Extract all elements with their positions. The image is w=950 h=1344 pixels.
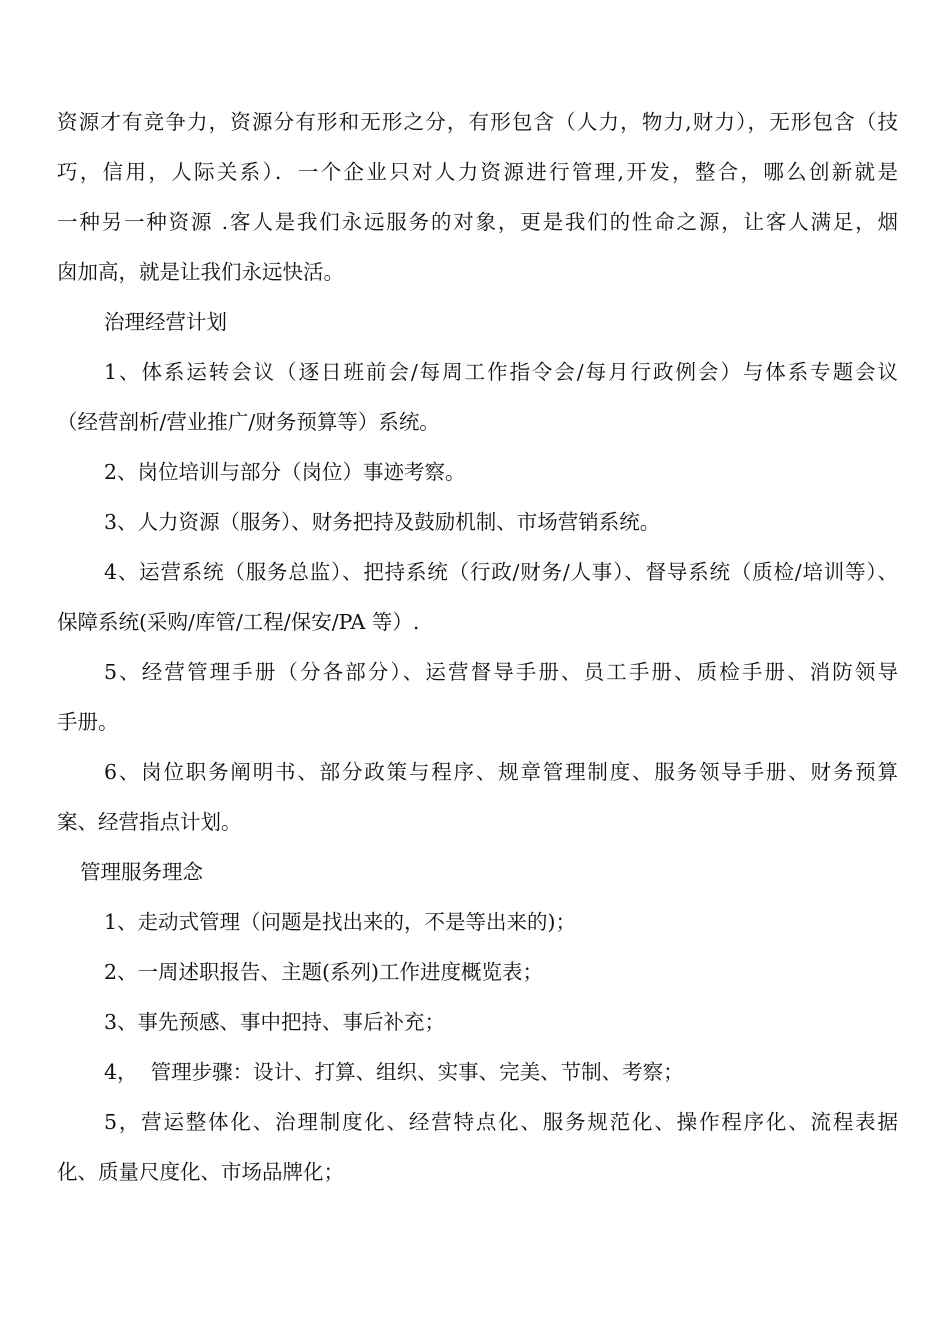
- plan-item-1-cont: （经营剖析/营业推广/财务预算等）系统。: [57, 410, 440, 434]
- philosophy-item-1: 1、走动式管理（问题是找出来的，不是等出来的)；: [104, 910, 577, 934]
- section-heading-philosophy: 管理服务理念: [80, 860, 203, 884]
- plan-item-2: 2、岗位培训与部分（岗位）事迹考察。: [104, 460, 466, 484]
- plan-item-6-cont: 案、经营指点计划。: [57, 810, 242, 834]
- philosophy-item-2: 2、一周述职报告、主题(系列)工作进度概览表；: [104, 960, 544, 984]
- section-heading-plan: 治理经营计划: [104, 310, 227, 334]
- plan-item-4: 4、运营系统（服务总监）、把持系统（行政/财务/人事）、督导系统（质检/培训等）、: [104, 560, 898, 584]
- philosophy-item-5: 5，营运整体化、治理制度化、经营特点化、服务规范化、操作程序化、流程表据: [104, 1110, 898, 1134]
- intro-line: 资源才有竞争力，资源分有形和无形之分，有形包含（人力，物力,财力），无形包含（技: [57, 110, 898, 134]
- intro-line: 巧，信用，人际关系）．一个企业只对人力资源进行管理,开发，整合，哪么创新就是: [57, 160, 898, 184]
- plan-item-5-cont: 手册。: [57, 710, 119, 734]
- philosophy-item-5-cont: 化、质量尺度化、市场品牌化；: [57, 1160, 344, 1184]
- intro-line: 囱加高，就是让我们永远快活。: [57, 260, 344, 284]
- philosophy-item-4: 4， 管理步骤：设计、打算、组织、实事、完美、节制、考察；: [104, 1060, 684, 1084]
- philosophy-item-3: 3、事先预感、事中把持、事后补充；: [104, 1010, 446, 1034]
- plan-item-3: 3、人力资源（服务）、财务把持及鼓励机制、市场营销系统。: [104, 510, 661, 534]
- plan-item-1: 1、体系运转会议（逐日班前会/每周工作指令会/每月行政例会）与体系专题会议: [104, 360, 898, 384]
- intro-line: 一种另一种资源 .客人是我们永远服务的对象，更是我们的性命之源，让客人满足，烟: [57, 210, 898, 234]
- plan-item-4-cont: 保障系统(采购/库管/工程/保安/PA 等）.: [57, 610, 420, 634]
- plan-item-5: 5、经营管理手册（分各部分）、运营督导手册、员工手册、质检手册、消防领导: [104, 660, 898, 684]
- plan-item-6: 6、岗位职务阐明书、部分政策与程序、规章管理制度、服务领导手册、财务预算: [104, 760, 898, 784]
